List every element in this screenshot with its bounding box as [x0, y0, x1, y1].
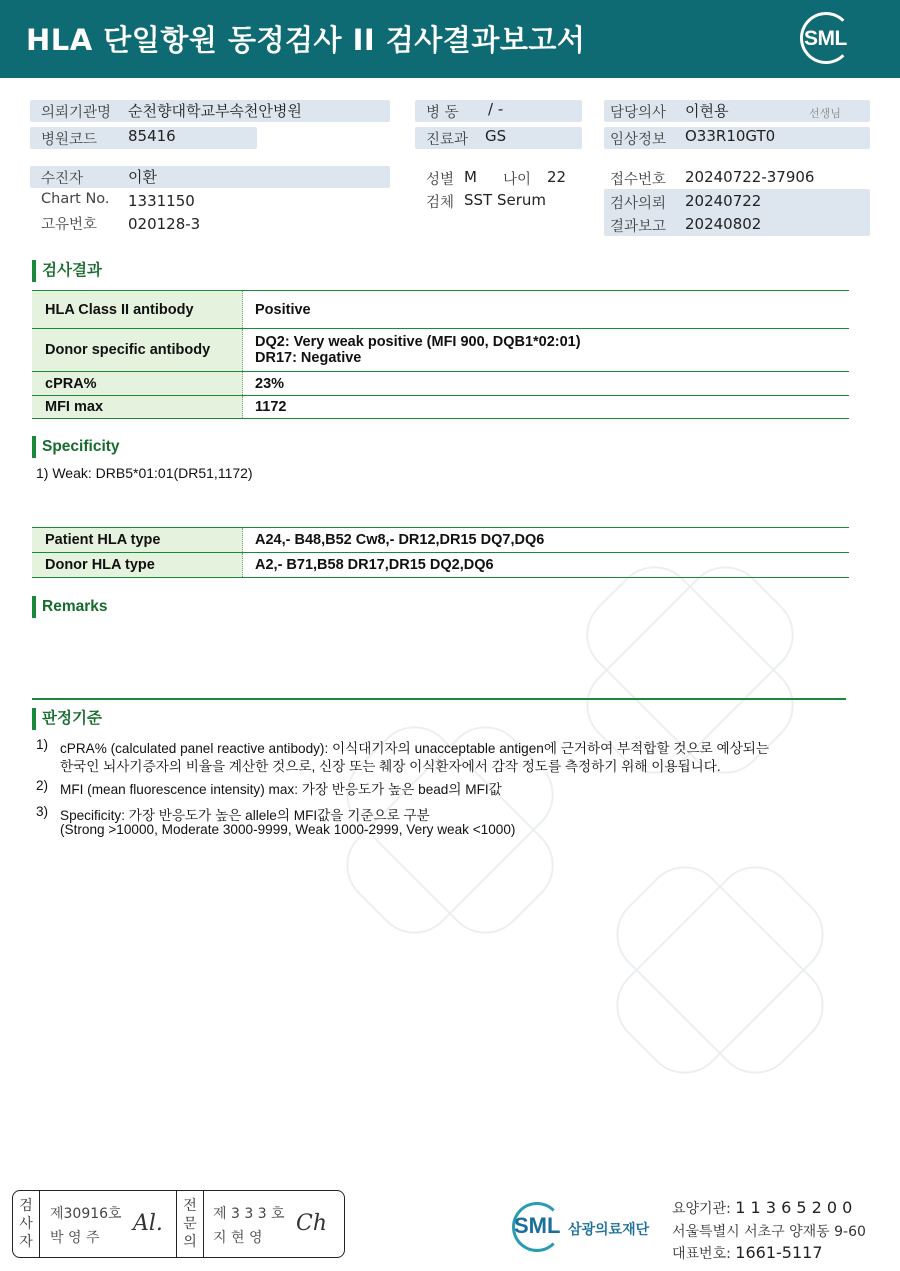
report-title: HLA 단일항원 동정검사 II 검사결과보고서	[26, 23, 586, 57]
criteria-line2: (Strong >10000, Moderate 3000-9999, Weak 1000-2999, Very weak <1000)	[60, 822, 516, 837]
sex-label: 성별	[426, 172, 455, 188]
table-row	[32, 291, 849, 329]
request-value: 20240722	[685, 192, 762, 210]
specimen-value: SST Serum	[464, 191, 547, 209]
uid-label: 고유번호	[41, 217, 98, 233]
table-row	[32, 372, 849, 396]
receipt-label: 접수번호	[610, 172, 667, 188]
receipt-value: 20240722-37906	[685, 168, 815, 186]
sml-logo-text: SML	[804, 27, 847, 50]
hla-type-table	[32, 527, 849, 578]
table-row	[32, 553, 849, 578]
specialist-name: 지 현 영	[213, 1230, 263, 1246]
specialist-no: 제 3 3 3 호	[213, 1206, 285, 1222]
request-label: 검사의뢰	[610, 196, 667, 212]
criteria-num: 3)	[36, 804, 49, 819]
org-address: 서울특별시 서초구 양재동 9-60	[672, 1224, 866, 1240]
uid-value: 020128-3	[128, 215, 201, 233]
specificity-heading: Specificity	[32, 436, 120, 458]
result-value: 1172	[255, 399, 287, 415]
result-key: MFI max	[32, 396, 243, 418]
org-logo-text: SML	[514, 1213, 561, 1238]
org-logo	[510, 1200, 665, 1258]
dept-label: 진료과	[426, 132, 469, 148]
dept-value: GS	[485, 127, 507, 145]
institution-label: 의뢰기관명	[41, 105, 112, 121]
signature-box	[12, 1190, 345, 1258]
criteria-heading: 판정기준	[32, 708, 102, 730]
hla-key: Donor HLA type	[32, 553, 243, 577]
chart-label: Chart No.	[41, 191, 110, 207]
hla-value: A2,- B71,B58 DR17,DR15 DQ2,DQ6	[255, 557, 494, 573]
org-code	[672, 1198, 852, 1218]
sml-logo	[796, 10, 856, 66]
results-heading: 검사결과	[32, 260, 102, 282]
result-key: cPRA%	[32, 372, 243, 395]
table-row	[32, 329, 849, 372]
age-value: 22	[547, 168, 567, 186]
report-header	[0, 0, 900, 78]
criteria-line1: cPRA% (calculated panel reactive antibody): 이식대기자의 unacceptable antigen에 근거하여 부적합할 것으로 예상되는	[60, 741, 770, 756]
org-code-label: 요양기관:	[672, 1201, 731, 1217]
ward-label: 병 동	[426, 105, 459, 121]
report-value: 20240802	[685, 215, 762, 233]
table-row	[32, 396, 849, 419]
org-phone-label: 대표번호:	[672, 1246, 731, 1262]
hospital-code-label: 병원코드	[41, 132, 98, 148]
specimen-label: 검체	[426, 195, 455, 211]
hla-value: A24,- B48,B52 Cw8,- DR12,DR15 DQ7,DQ6	[255, 532, 545, 548]
doctor-suffix: 선생님	[809, 107, 841, 120]
specialist-signature: Ch	[296, 1211, 328, 1236]
inspector-signature: Al.	[133, 1211, 163, 1236]
inspector-name: 박 영 주	[50, 1230, 100, 1246]
criteria-line2: 한국인 뇌사기증자의 비율을 계산한 것으로, 신장 또는 췌장 이식환자에서 감작 정도를 측정하기 위해 이용됩니다.	[60, 759, 721, 774]
org-code-value: 1 1 3 6 5 2 0 0	[735, 1198, 853, 1217]
result-value: 23%	[255, 375, 285, 392]
hla-key: Patient HLA type	[32, 528, 243, 552]
clinical-value: O33R10GT0	[685, 127, 776, 145]
sex-value: M	[464, 168, 477, 186]
inspector-label: 검 사 자	[13, 1191, 40, 1257]
clinical-label: 임상정보	[610, 132, 667, 148]
age-label: 나이	[503, 172, 532, 188]
remarks-heading: Remarks	[32, 596, 108, 618]
org-phone-value: 1661-5117	[735, 1243, 823, 1262]
doctor-value: 이현용	[685, 102, 729, 120]
result-value-line2: DR17: Negative	[255, 350, 362, 366]
specialist-label: 전 문 의	[176, 1191, 204, 1257]
divider	[32, 698, 846, 700]
hospital-code-value: 85416	[128, 127, 176, 145]
criteria-num: 2)	[36, 778, 49, 793]
criteria-line1: Specificity: 가장 반응도가 높은 allele의 MFI값을 기준으로 구분	[60, 808, 430, 823]
patient-label: 수진자	[41, 171, 84, 187]
table-row	[32, 528, 849, 553]
org-name: 삼광의료재단	[568, 1222, 650, 1238]
org-phone	[672, 1243, 823, 1263]
doctor-label: 담당의사	[610, 105, 667, 121]
specificity-text: 1) Weak: DRB5*01:01(DR51,1172)	[36, 465, 253, 481]
result-key: Donor specific antibody	[32, 329, 243, 371]
chart-value: 1331150	[128, 192, 195, 210]
patient-value: 이환	[128, 168, 157, 186]
criteria-num: 1)	[36, 737, 49, 752]
result-value: DQ2: Very weak positive (MFI 900, DQB1*02:01)	[255, 334, 581, 350]
inspector-no: 제30916호	[50, 1206, 122, 1222]
institution-value: 순천향대학교부속천안병원	[128, 102, 302, 120]
ward-value: / -	[488, 100, 504, 118]
report-label: 결과보고	[610, 219, 667, 235]
criteria-line1: MFI (mean fluorescence intensity) max: 가장 반응도가 높은 bead의 MFI값	[60, 782, 502, 797]
results-table	[32, 290, 849, 419]
result-value: Positive	[255, 301, 311, 318]
result-key: HLA Class II antibody	[32, 291, 243, 328]
